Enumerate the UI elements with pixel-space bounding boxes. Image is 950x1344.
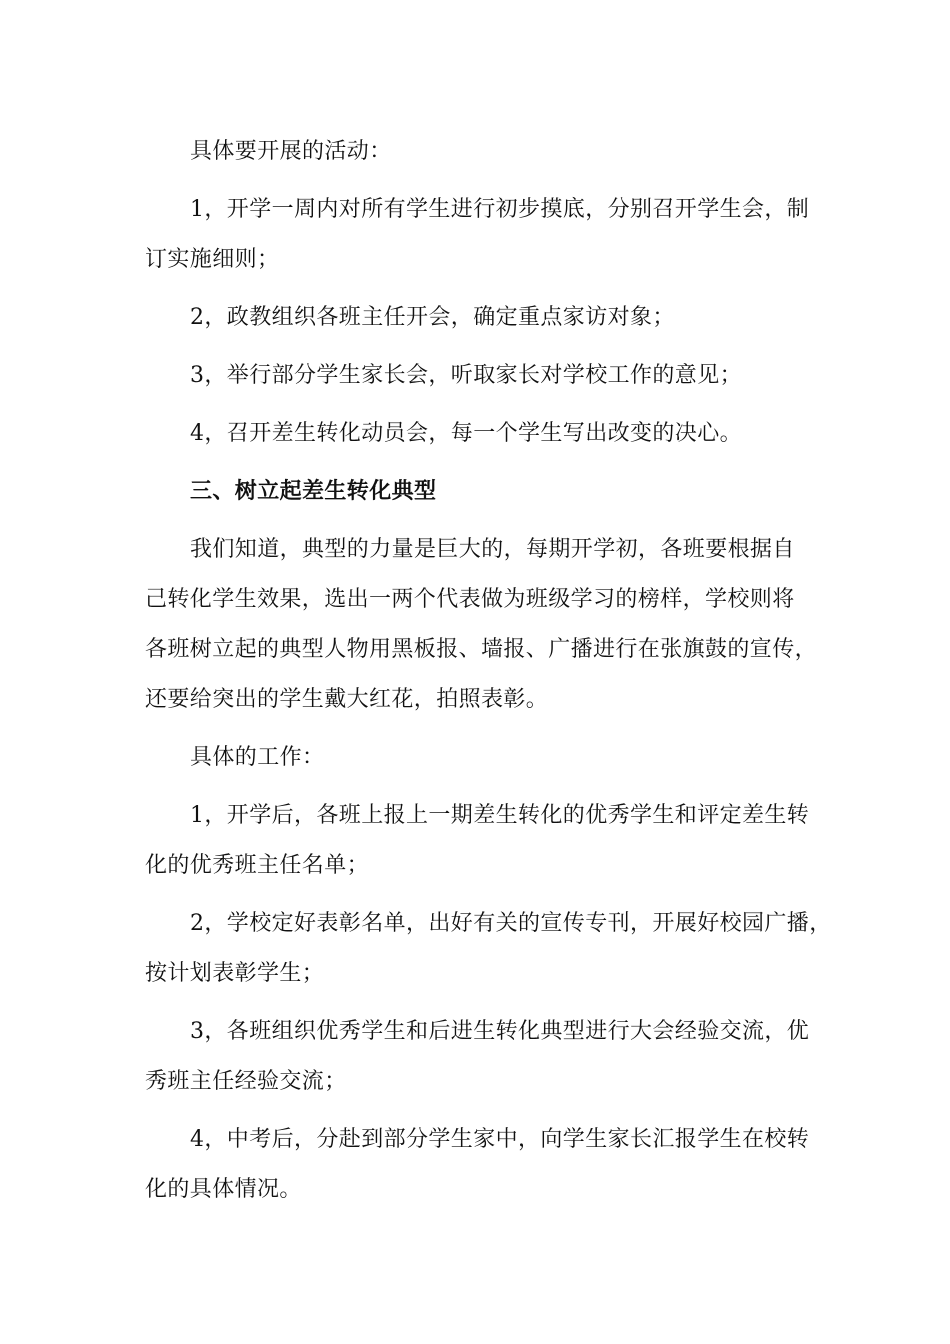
paragraph-line: 4，召开差生转化动员会，每一个学生写出改变的决心。 [190, 421, 742, 446]
paragraph-line: 具体要开展的活动： [190, 139, 392, 164]
section-heading: 三、树立起差生转化典型 [190, 479, 437, 504]
paragraph-line: 订实施细则； [145, 247, 280, 272]
paragraph-line: 1，开学后，各班上报上一期差生转化的优秀学生和评定差生转 [190, 803, 810, 828]
paragraph-line: 各班树立起的典型人物用黑板报、墙报、广播进行在张旗鼓的宣传， [145, 637, 818, 662]
paragraph-line: 化的具体情况。 [145, 1177, 302, 1202]
paragraph-line: 3，各班组织优秀学生和后进生转化典型进行大会经验交流，优 [190, 1019, 810, 1044]
paragraph-line: 秀班主任经验交流； [145, 1069, 347, 1094]
paragraph-line: 3，举行部分学生家长会，听取家长对学校工作的意见； [190, 363, 742, 388]
paragraph-line: 化的优秀班主任名单； [145, 853, 370, 878]
paragraph-line: 4，中考后，分赴到部分学生家中，向学生家长汇报学生在校转 [190, 1127, 810, 1152]
paragraph-line: 1，开学一周内对所有学生进行初步摸底，分别召开学生会，制 [190, 197, 810, 222]
paragraph-line: 2，政教组织各班主任开会，确定重点家访对象； [190, 305, 675, 330]
paragraph-line: 还要给突出的学生戴大红花，拍照表彰。 [145, 687, 549, 712]
paragraph-line: 己转化学生效果，选出一两个代表做为班级学习的榜样，学校则将 [145, 587, 795, 612]
paragraph-line: 具体的工作： [190, 745, 325, 770]
paragraph-line: 我们知道，典型的力量是巨大的，每期开学初，各班要根据自 [190, 537, 795, 562]
paragraph-line: 2，学校定好表彰名单，出好有关的宣传专刊，开展好校园广播， [190, 911, 832, 936]
paragraph-line: 按计划表彰学生； [145, 961, 325, 986]
